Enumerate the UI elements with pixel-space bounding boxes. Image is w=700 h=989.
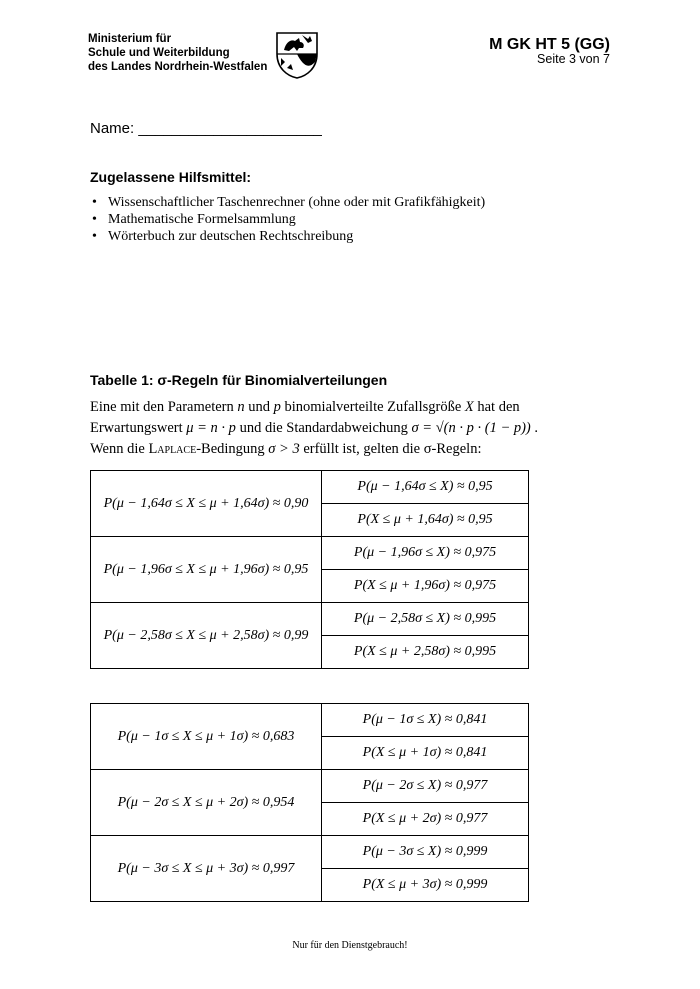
table-cell: P(μ − 2σ ≤ X) ≈ 0,977 [322, 770, 529, 803]
ministry-line: Schule und Weiterbildung [88, 47, 230, 59]
intro-text-segment: hat den [473, 399, 520, 415]
sigma-rules-table-1 [90, 470, 529, 669]
table-row [91, 537, 529, 570]
table-cell: P(X ≤ μ + 2,58σ) ≈ 0,995 [322, 636, 529, 669]
table-cell: P(μ − 1,64σ ≤ X ≤ μ + 1,64σ) ≈ 0,90 [91, 471, 322, 537]
table-cell: P(μ − 3σ ≤ X ≤ μ + 3σ) ≈ 0,997 [91, 836, 322, 902]
formula-expected-value: μ = n · p [186, 420, 236, 436]
list-item: • Wissenschaftlicher Taschenrechner (ohne oder mit Grafikfähigkeit) [90, 194, 485, 211]
intro-text-segment: Wenn die [90, 441, 149, 457]
formula-standard-deviation: σ = √(n · p · (1 − p)) [411, 420, 531, 436]
ministry-line: Ministerium für [88, 33, 172, 45]
aids-title: Zugelassene Hilfsmittel: [90, 169, 252, 185]
formula-x: X [464, 399, 474, 415]
intro-text-segment: binomialverteilte Zufallsgröße [280, 399, 465, 415]
table-cell: P(μ − 1,96σ ≤ X) ≈ 0,975 [322, 537, 529, 570]
intro-text-segment: Erwartungswert [90, 420, 187, 436]
footer-note: Nur für den Dienstgebrauch! [292, 940, 408, 951]
document-code: M GK HT 5 (GG) [489, 36, 610, 53]
formula-n: n [237, 399, 245, 415]
table-cell: P(μ − 1σ ≤ X) ≈ 0,841 [322, 704, 529, 737]
page-info: Seite 3 von 7 [537, 52, 610, 66]
table-cell: P(μ − 1,96σ ≤ X ≤ μ + 1,96σ) ≈ 0,95 [91, 537, 322, 603]
table-cell: P(μ − 2,58σ ≤ X) ≈ 0,995 [322, 603, 529, 636]
table-cell: P(μ − 1,64σ ≤ X) ≈ 0,95 [322, 471, 529, 504]
table-cell: P(X ≤ μ + 3σ) ≈ 0,999 [322, 869, 529, 902]
ministry-line: des Landes Nordrhein-Westfalen [88, 61, 268, 73]
list-item: • Wörterbuch zur deutschen Rechtschreibung [90, 228, 485, 245]
table-cell: P(μ − 1σ ≤ X ≤ μ + 1σ) ≈ 0,683 [91, 704, 322, 770]
formula-laplace-condition: σ > 3 [268, 441, 300, 457]
table-cell: P(X ≤ μ + 1,96σ) ≈ 0,975 [322, 570, 529, 603]
table-cell: P(μ − 3σ ≤ X) ≈ 0,999 [322, 836, 529, 869]
aids-list [90, 194, 485, 245]
table-cell: P(X ≤ μ + 2σ) ≈ 0,977 [322, 803, 529, 836]
list-item: • Mathematische Formelsammlung [90, 211, 485, 228]
table-row [91, 704, 529, 737]
intro-text-segment: erfüllt ist, gelten die σ-Regeln: [299, 441, 482, 457]
name-field[interactable]: Name: ______________________ [90, 120, 322, 137]
ministry-name [88, 32, 267, 74]
intro-text-segment: . [530, 420, 539, 436]
intro-text [90, 397, 540, 460]
nrw-coat-of-arms-icon [272, 30, 322, 80]
formula-p: p [273, 399, 281, 415]
table-row [91, 836, 529, 869]
table-cell: P(μ − 2σ ≤ X ≤ μ + 2σ) ≈ 0,954 [91, 770, 322, 836]
intro-text-segment: und die Standardabweichung [235, 420, 412, 436]
table-cell: P(μ − 2,58σ ≤ X ≤ μ + 2,58σ) ≈ 0,99 [91, 603, 322, 669]
table-cell: P(X ≤ μ + 1σ) ≈ 0,841 [322, 737, 529, 770]
intro-text-segment: und [244, 399, 274, 415]
table-row [91, 471, 529, 504]
sigma-rules-table-2 [90, 703, 529, 902]
table-row [91, 603, 529, 636]
intro-text-segment: -Bedingung [196, 441, 269, 457]
laplace-name: Laplace [148, 441, 197, 457]
table-row [91, 770, 529, 803]
intro-text-segment: Eine mit den Parametern [90, 399, 238, 415]
table-cell: P(X ≤ μ + 1,64σ) ≈ 0,95 [322, 504, 529, 537]
table-title: Tabelle 1: σ-Regeln für Binomialverteilungen [90, 372, 388, 388]
